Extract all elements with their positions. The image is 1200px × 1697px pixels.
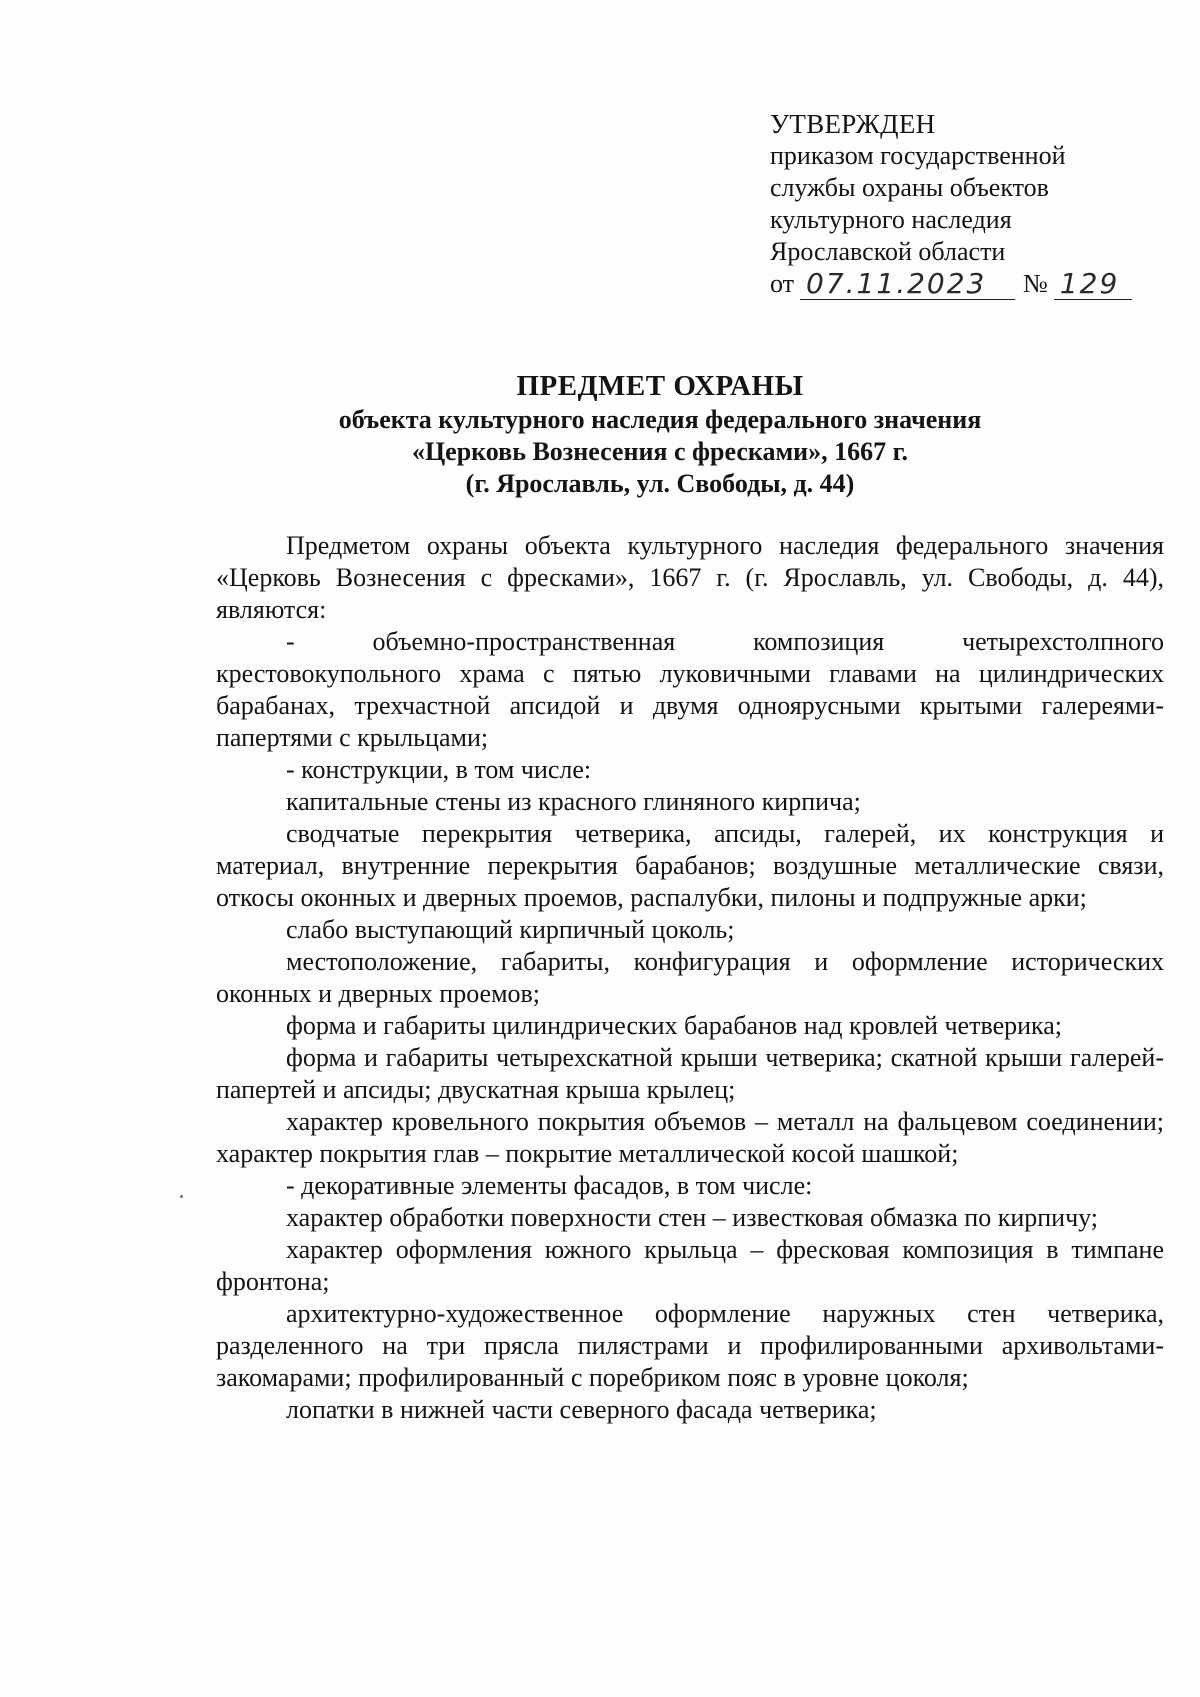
body-paragraph: форма и габариты цилиндрических барабанов над кровлей четверика;	[286, 1011, 1063, 1040]
body-paragraph: капитальные стены из красного глиняного кирпича;	[286, 787, 861, 816]
document-title: ПРЕДМЕТ ОХРАНЫ	[516, 370, 804, 402]
body-paragraph: сводчатые перекрытия четверика, апсиды, галерей, их конструкция и материал, внутренние перекрытия барабанов; воздушные металлические связи, откосы оконных и дверных проемов, распалубки, пилоны и подпружные арки;	[216, 819, 1164, 912]
body-paragraph: местоположение, габариты, конфигурация и оформление исторических оконных и дверных проемов;	[216, 947, 1164, 1008]
document-title-block	[160, 368, 1160, 500]
body-paragraph: Предметом охраны объекта культурного наследия федерального значения «Церковь Вознесения с фресками», 1667 г. (г. Ярославль, ул. Свободы, д. 44), являются:	[216, 531, 1164, 624]
subtitle-line: (г. Ярославль, ул. Свободы, д. 44)	[465, 469, 855, 498]
approval-line: службы охраны объектов	[770, 173, 1049, 202]
document-body	[216, 530, 1164, 1426]
approval-stamp-block	[770, 108, 1150, 300]
handwritten-date: 07.11.2023	[800, 270, 1015, 300]
subtitle-line: «Церковь Вознесения с фресками», 1667 г.	[411, 437, 909, 466]
scan-speck	[180, 1195, 183, 1198]
handwritten-number: 129	[1054, 270, 1132, 300]
body-paragraph: форма и габариты четырехскатной крыши четверика; скатной крыши галерей-папертей и апсиды; двускатная крыша крылец;	[216, 1043, 1164, 1104]
body-paragraph: характер оформления южного крыльца – фресковая композиция в тимпане фронтона;	[216, 1235, 1164, 1296]
subtitle-line: объекта культурного наследия федерального значения	[338, 405, 982, 434]
body-paragraph: слабо выступающий кирпичный цоколь;	[286, 915, 735, 944]
body-paragraph: характер кровельного покрытия объемов – металл на фальцевом соединении; характер покрытия глав – покрытие металлической косой шашкой;	[216, 1107, 1164, 1168]
approval-line: культурного наследия	[770, 205, 1012, 234]
body-paragraph: лопатки в нижней части северного фасада четверика;	[286, 1395, 877, 1424]
approval-date-row	[770, 268, 1150, 300]
approval-line: приказом государственной	[770, 141, 1066, 170]
body-paragraph: архитектурно-художественное оформление наружных стен четверика, разделенного на три прясла пилястрами и профилированными архивольтами-закомарами; профилированный с поребриком пояс в уровне цоколя;	[216, 1299, 1164, 1392]
date-prefix: от	[770, 269, 795, 298]
approval-line: Ярославской области	[770, 237, 1006, 266]
body-paragraph: - конструкции, в том числе:	[286, 755, 592, 784]
body-paragraph: характер обработки поверхности стен – известковая обмазка по кирпичу;	[286, 1203, 1099, 1232]
body-paragraph: - декоративные элементы фасадов, в том числе:	[286, 1171, 813, 1200]
number-prefix: №	[1023, 269, 1048, 298]
document-subtitle	[160, 404, 1160, 500]
body-paragraph: - объемно-пространственная композиция четырехстолпного крестовокупольного храма с пятью луковичными главами на цилиндрических барабанах, трехчастной апсидой и двумя одноярусными крытыми галереями-папертями с крыльцами;	[216, 627, 1164, 752]
approval-heading: УТВЕРЖДЕН	[770, 109, 936, 139]
